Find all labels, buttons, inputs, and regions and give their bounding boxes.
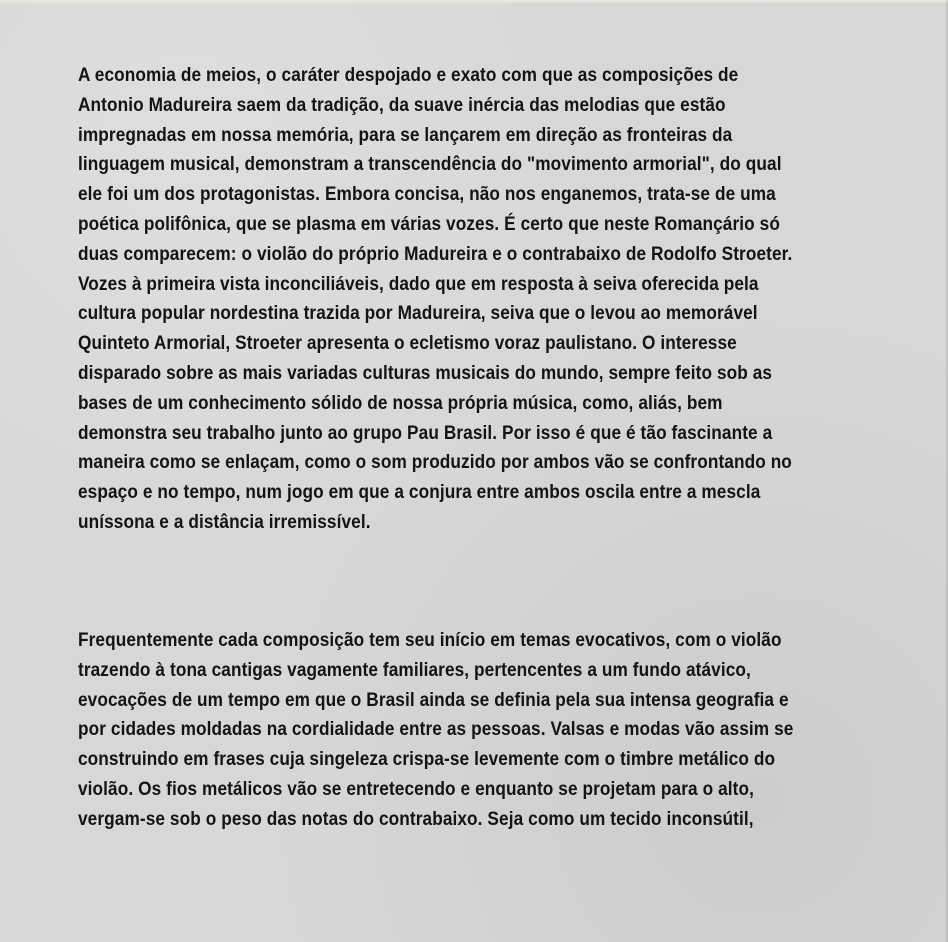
- paragraph-line: ele foi um dos protagonistas. Embora concisa, não nos enganemos, trata-se de uma: [78, 183, 776, 206]
- paragraph-line: demonstra seu trabalho junto ao grupo Pau Brasil. Por isso é que é tão fascinante a: [78, 421, 773, 444]
- paragraph-line: espaço e no tempo, num jogo em que a conjura entre ambos oscila entre a mescla: [78, 481, 761, 504]
- paragraph-line: Vozes à primeira vista inconciliáveis, dado que em resposta à seiva oferecida pela: [78, 272, 759, 295]
- paragraph-line: por cidades moldadas na cordialidade entre as pessoas. Valsas e modas vão assim se: [78, 718, 794, 741]
- paragraph-line: trazendo à tona cantigas vagamente familiares, pertencentes a um fundo atávico,: [78, 658, 751, 681]
- paragraph-line: vergam-se sob o peso das notas do contrabaixo. Seja como um tecido inconsútil,: [78, 807, 754, 830]
- paragraph-line: uníssona e a distância irremissível.: [78, 510, 371, 533]
- page-top-edge: [0, 0, 948, 4]
- paragraph-line: A economia de meios, o caráter despojado e exato com que as composições de: [78, 64, 739, 86]
- paragraph-line: impregnadas em nossa memória, para se lançarem em direção as fronteiras da: [78, 123, 733, 146]
- paragraph-line: linguagem musical, demonstram a transcendência do "movimento armorial", do qual: [78, 153, 782, 176]
- paragraph-line: Frequentemente cada composição tem seu início em temas evocativos, com o violão: [78, 629, 782, 651]
- paragraph-line: maneira como se enlaçam, como o som produzido por ambos vão se confrontando no: [78, 451, 792, 474]
- paragraph-line: Quinteto Armorial, Stroeter apresenta o ecletismo voraz paulistano. O interesse: [78, 332, 737, 355]
- paragraph-line: violão. Os fios metálicos vão se entretecendo e enquanto se projetam para o alto,: [78, 777, 754, 800]
- paragraph-line: bases de um conhecimento sólido de nossa própria música, como, aliás, bem: [78, 391, 723, 414]
- paragraph-line: evocações de um tempo em que o Brasil ainda se definia pela sua intensa geografia e: [78, 688, 789, 711]
- paragraph-line: disparado sobre as mais variadas culturas musicais do mundo, sempre feito sob as: [78, 361, 773, 384]
- paragraph-line: construindo em frases cuja singeleza crispa-se levemente com o timbre metálico do: [78, 748, 776, 771]
- paragraph-line: Antonio Madureira saem da tradição, da suave inércia das melodias que estão: [78, 93, 726, 116]
- paragraph-line: cultura popular nordestina trazida por Madureira, seiva que o levou ao memorável: [78, 302, 758, 325]
- paragraph-line: duas comparecem: o violão do próprio Madureira e o contrabaixo de Rodolfo Stroeter.: [78, 242, 793, 265]
- paragraph-1: [78, 61, 793, 538]
- paragraph-2: [78, 626, 794, 835]
- paragraph-line: poética polifônica, que se plasma em várias vozes. É certo que neste Romançário só: [78, 212, 780, 235]
